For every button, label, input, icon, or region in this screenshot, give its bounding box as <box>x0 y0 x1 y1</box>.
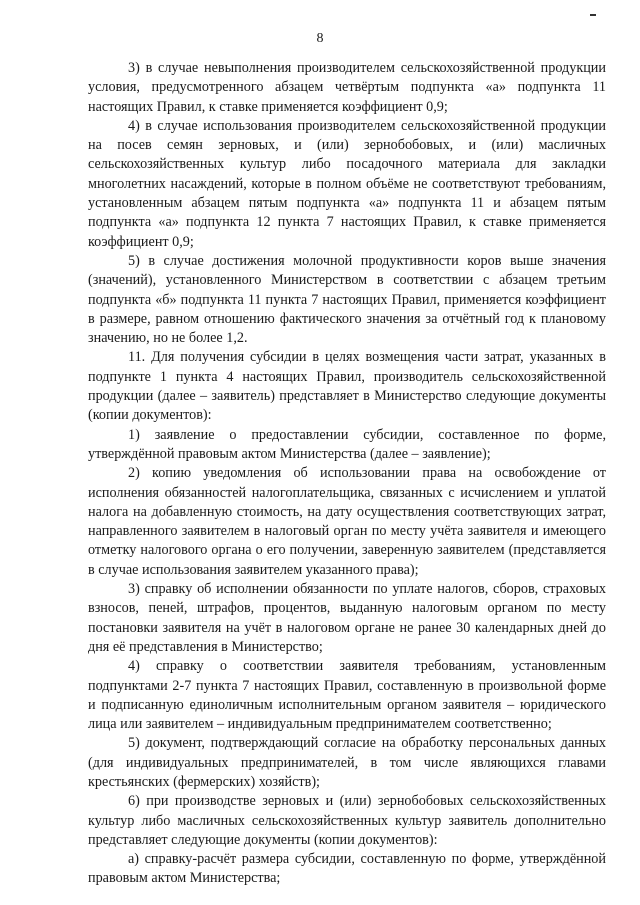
paragraph-item-4: 4) в случае использования производителем сельскохозяйственной продукции на посев семян зерновых, и (или) зернобобовых, и (или) масличных сельскохозяйственных культур либо посадочного материала для закладки многолетних насаждений, которые в полном объёме не соответствуют требованиям, установленным абзацем пятым подпункта «а» подпункта 11 и абзацем пятым подпункта «а» подпункта 12 пункта 7 настоящих Правил, к ставке применяется коэффициент 0,9; <box>88 117 606 250</box>
paragraph-doc-2: 2) копию уведомления об использовании права на освобождение от исполнения обязанностей налогоплательщика, связанных с исчислением и уплатой налога на добавленную стоимость, на дату осуществления соответствующих затрат, направленного заявителем в налоговый орган по месту учёта заявителя и имеющего отметку налогового органа о его получении, заверенную заявителем (представляется в случае использования заявителем указанного права); <box>88 465 606 578</box>
paragraph-doc-6: 6) при производстве зерновых и (или) зернобобовых сельскохозяйственных культур либо масличных сельскохозяйственных культур заявитель дополнительно представляет следующие документы (копии документов): <box>88 793 606 848</box>
paragraph-clause-11: 11. Для получения субсидии в целях возмещения части затрат, указанных в подпункте 1 пункта 4 настоящих Правил, производитель сельскохозяйственной продукции (далее – заявитель) представляет в Министерство следующие документы (копии документов): <box>88 349 606 424</box>
page-number: 8 <box>316 31 324 46</box>
paragraph-doc-4: 4) справку о соответствии заявителя требованиям, установленным подпунктами 2-7 пункта 7 настоящих Правил, составленную в произвольной форме и подписанную единоличным исполнительным органом заявителя – юридического лица или заявителем – индивидуальным предпринимателем соответственно; <box>88 658 606 733</box>
corner-mark <box>590 14 596 16</box>
paragraph-doc-3: 3) справку об исполнении обязанности по уплате налогов, сборов, страховых взносов, пеней, штрафов, процентов, выданную налоговым органом по месту постановки заявителя на учёт в налоговом органе не ранее 30 календарных дней до дня её представления в Министерство; <box>88 581 606 655</box>
paragraph-doc-6a: а) справку-расчёт размера субсидии, составленную по форме, утверждённой правовым актом Министерства; <box>88 851 606 887</box>
paragraph-doc-1: 1) заявление о предоставлении субсидии, составленное по форме, утверждённой правовым актом Министерства (далее – заявление); <box>88 426 606 462</box>
paragraph-item-3: 3) в случае невыполнения производителем сельскохозяйственной продукции условия, предусмотренного абзацем четвёртым подпункта «а» подпункта 11 настоящих Правил, к ставке применяется коэффициент 0,9; <box>88 60 606 115</box>
paragraph-item-5: 5) в случае достижения молочной продуктивности коров выше значения (значений), установленного Министерством в соответствии с абзацем третьим подпункта «б» подпункта 11 пункта 7 настоящих Правил, применяется коэффициент в размере, равном отношению фактического значения за отчётный год к плановому значению, но не более 1,2. <box>88 252 606 347</box>
document-body <box>88 59 606 889</box>
paragraph-doc-5: 5) документ, подтверждающий согласие на обработку персональных данных (для индивидуальных предпринимателей, в том числе являющихся главами крестьянских (фермерских) хозяйств); <box>88 735 606 790</box>
